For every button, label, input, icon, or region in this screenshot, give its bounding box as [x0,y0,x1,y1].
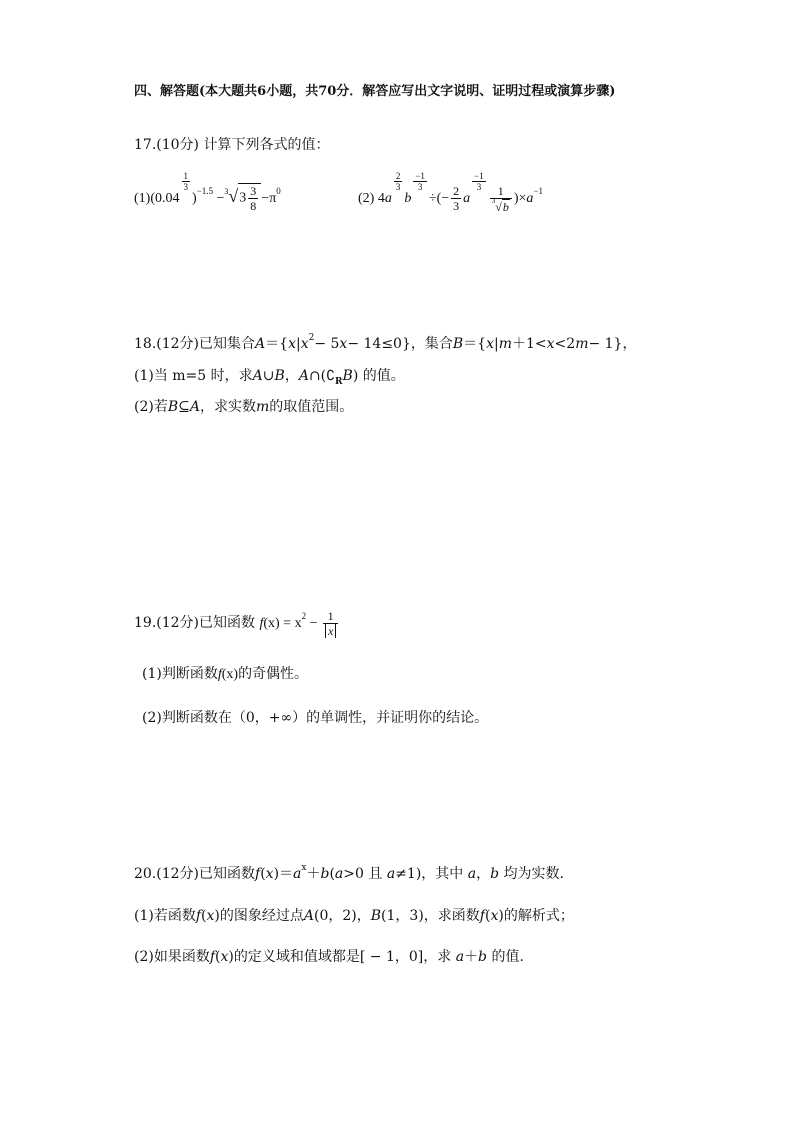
q20-fx-open: ( [260,866,266,882]
q18-set-b-mid: ＋1< [512,336,547,352]
q19-frac [323,609,338,638]
q18-p1-B2: B [342,368,353,384]
q18-p1-R: R [335,376,343,387]
q20-p1-open: ( [201,908,207,924]
q17-p1-radicand-den: 8 [250,199,257,214]
q17-p2-frac2-num: 1 [490,184,512,199]
q20-x-exp: x [301,863,307,873]
radical-sign-icon: √ [495,199,502,214]
q18-set-a-open: ＝{ [265,336,289,352]
q17-title [134,136,329,154]
q18-p2-post: 的取值范围。 [269,399,354,415]
q18-p2-B: B [167,399,179,415]
q18-part1 [134,367,405,385]
q17-p2-close: )× [513,191,527,206]
q18-sq: 2 [308,333,315,343]
q19-p1-fx: (x) [221,667,239,682]
q17-p2-label: (2) [358,191,375,206]
q18-p2-mid: ，求实数 [200,399,256,415]
q18-part2 [134,398,353,416]
q19-fx: (x) = x [263,616,302,631]
q20-p2-b: b [478,949,488,965]
q18-p1-B: B [274,368,285,384]
q18-p2-sub: ⊆ [178,399,190,415]
section-heading: 四、解答题(本大题共6小题，共70分．解答应写出文字说明、证明过程或演算步骤) [134,84,616,99]
q20-part2 [134,948,524,966]
q17-p2-a2-exp [472,171,486,192]
q17-p2-frac2 [490,184,512,214]
q20-p2-post: 的值. [487,949,524,965]
q19-abs-x: x [328,624,334,639]
q18-m2: m [575,336,589,352]
q17-p2-b-exp-den: 3 [417,182,423,192]
q17-p1-radicand-num: 3 [250,184,257,199]
q17-p1-radicand [238,183,261,213]
q17-p1-tail: −π [261,191,277,206]
q19-p1-post: 的奇偶性。 [238,666,309,682]
q20-part1 [134,907,574,925]
q20-p2-f: f [209,949,216,965]
q17-p2-a-exp [394,171,403,192]
q18-bar1: | [295,336,301,352]
q20-p1-x2: x [490,908,499,924]
q18-x4: x [486,336,494,352]
q17-part1-expression [134,171,281,213]
q20-p1-open2: ( [484,908,491,924]
q20-stem [134,865,564,883]
q20-fx-eq: )＝ [273,866,294,882]
q17-p2-coef: 4 [377,191,385,206]
q17-p2-frac-den: 3 [453,199,460,214]
q17-p1-tail-exp: 0 [276,186,281,196]
q18-p1-post: ) 的值。 [352,368,405,384]
q17-p1-close: ) [192,191,197,206]
q20-x1: x [265,866,274,882]
q19-f: f [259,616,264,631]
q18-set-b-lt: <2 [554,336,576,352]
q17-p2-frac2-den [490,196,512,214]
q19-abs [325,624,336,638]
q20-p1-pa: (0，2)， [314,908,371,924]
q20-f: f [255,866,261,882]
q18-set-a-mid: − 5 [314,336,340,352]
q20-p2-pre: (2)如果函数 [134,949,210,965]
q17-p1-base: (0.04 [150,191,180,206]
q17-p2-div: ÷(− [428,191,450,206]
q18-stem-pre: 已知集合 [199,336,256,352]
q17-p1-exp-num: 1 [183,171,188,181]
q20-cond-mid: >0 且 [343,866,387,882]
q19-stem [134,606,340,641]
q17-p1-root-index: 3 [224,187,229,196]
q20-p1-mid: )的图象经过点 [214,908,304,924]
q20-p2-a: a [451,949,465,965]
q17-part2-expression [358,171,543,214]
q17-p2-root-index: 3 [491,196,496,205]
q17-p1-radicand-int: 3 [239,191,247,206]
q18-set-b-end: − 1}， [588,336,637,352]
q20-b2: b [490,866,500,882]
q18-p1-cap: ∩(∁ [308,368,336,384]
q18-bar2: | [494,336,499,352]
q20-cond-end: ≠1)，其中 [395,866,464,882]
q17-p2-a3: a [526,191,534,206]
q20-a4: a [463,866,477,882]
q17-p2-a: a [384,191,392,206]
q19-sq: 2 [301,611,307,621]
q18-x5: x [546,336,555,352]
q17-p2-b-exp-num: −1 [415,171,425,181]
q18-B: B [452,336,464,352]
q20-a3: a [386,866,396,882]
q17-p1-exp-frac [182,171,191,192]
q19-frac-num: 1 [323,609,338,624]
q17-p1-label: (1) [134,191,151,206]
q19-p1-f: f [217,667,222,682]
q20-p2-mid: )的定义域和值域都是[ − 1，0]，求 [228,949,452,965]
q20-a1: a [293,866,302,882]
q17-p2-b-exp [413,171,427,192]
q18-p1-cup: ∪ [262,368,275,384]
q20-p1-B: B [370,908,382,924]
q18-set-a-end: − 14≤0}，集合 [347,336,453,352]
q20-p2-open: ( [215,949,221,965]
q17-p2-frac [451,184,461,213]
q18-p2-pre: (2)若 [134,399,168,415]
q18-x2: x [300,336,309,352]
q17-stem: 计算下列各式的值： [203,137,330,153]
q19-part2: (2)判断函数在（0，+∞）的单调性，并证明你的结论。 [142,710,489,726]
q17-p2-root-radicand [502,199,510,214]
q20-comma: ， [476,866,491,882]
q20-p1-A: A [303,908,314,924]
q18-set-b-open: ＝{ [463,336,487,352]
q17-p2-root-b: b [502,199,509,214]
q20-p1-x: x [206,908,215,924]
q20-p2-x: x [220,949,229,965]
q18-stem [134,335,636,353]
q20-p2-plus: ＋ [464,949,479,965]
q17-p1-minus: − [216,191,225,206]
q18-A: A [255,336,266,352]
q17-p2-a3-exp: −1 [533,186,543,196]
q20-label: 20.(12分) [134,866,200,882]
q18-m1: m [498,336,512,352]
q17-p2-a2: a [463,191,471,206]
q18-x3: x [339,336,348,352]
q19-stem-pre: 已知函数 [199,615,256,631]
q20-p1-f: f [195,908,202,924]
q18-p2-m: m [256,399,270,415]
q17-p2-a2-exp-den: 3 [476,182,482,192]
q20-b1: b [320,866,330,882]
q17-p2-b: b [404,191,412,206]
q20-cond-open: ( [329,866,335,882]
q18-label: 18.(12分) [134,336,200,352]
q18-p1-A: A [252,368,263,384]
q20-p1-f2: f [479,908,485,924]
q20-plus: ＋ [306,866,321,882]
q17-p1-radicand-frac [248,184,258,213]
q18-p1-A2: A [298,368,309,384]
q19-minus: − [306,616,321,631]
q20-a2: a [334,866,344,882]
radical-sign-icon: √ [228,186,239,206]
q20-p1-post: )的解析式； [498,908,574,924]
q20-stem-pre: 已知函数 [199,866,256,882]
q17-p2-a-exp-den: 3 [395,182,401,192]
q19-frac-den [323,624,338,638]
q18-p1-pre: (1)当 m=5 时，求 [134,368,253,384]
q19-part1 [142,665,308,684]
q17-p2-frac-num: 2 [453,184,460,199]
q18-p2-A: A [189,399,200,415]
q17-p2-a2-exp-num: −1 [474,171,484,181]
q17-p1-exp-den: 3 [183,182,188,192]
q18-p1-comma: ， [284,368,299,384]
q19-label: 19.(12分) [134,615,200,631]
q20-p1-pb: (1，3)，求函数 [381,908,480,924]
q17-p1-exp2: −1.5 [196,186,213,196]
q17-label: 17.(10分) [134,137,200,153]
q18-x1: x [288,336,296,352]
q20-p1-pre: (1)若函数 [134,908,196,924]
q19-p1-pre: (1)判断函数 [142,666,218,682]
q20-stem-post: 均为实数. [499,866,564,882]
q17-p2-a-exp-num: 2 [395,171,401,181]
